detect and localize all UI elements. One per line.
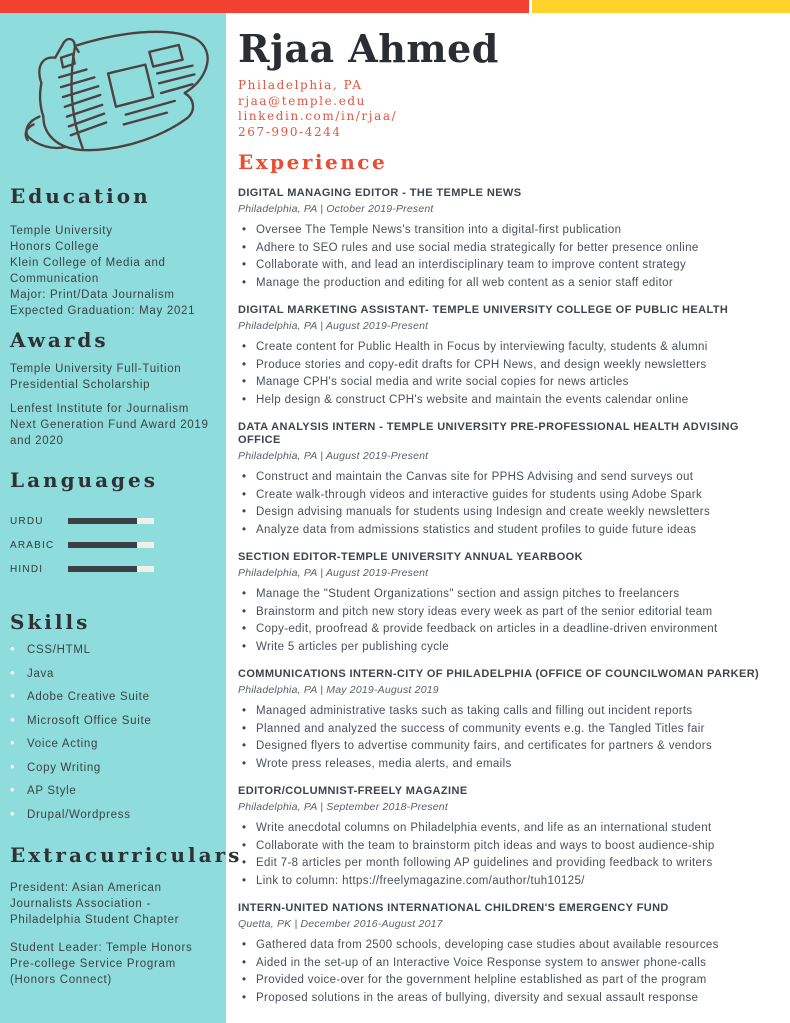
job-meta: Philadelphia, PA | August 2019-Present [238,567,429,579]
education-details [10,223,216,319]
job-entry [238,551,784,656]
contact-location: Philadelphia, PA [238,78,363,92]
job-bullet: • Create content for Public Health in Focus by interviewing faculty, students & alumni [238,339,784,357]
language-row [10,509,216,533]
job-entry [238,187,784,292]
job-bullets [238,586,784,656]
education-line: Major: Print/Data Journalism [10,289,175,301]
awards-heading: Awards [10,328,109,352]
job-bullets [238,820,784,890]
language-level-fill [68,542,137,548]
skill-item: • Voice Acting [10,739,216,750]
job-bullet: • Manage the production and editing for all web content as a senior staff editor [238,275,784,293]
languages-list [10,509,216,581]
job-bullet: • Provided voice-over for the government helpline established as part of the program [238,972,784,990]
education-heading: Education [10,184,151,208]
language-level-fill [68,518,137,524]
job-entry [238,304,784,409]
job-bullets [238,339,784,409]
job-meta: Philadelphia, PA | August 2019-Present [238,450,429,462]
candidate-name: Rjaa Ahmed [238,26,499,71]
job-bullet: • Manage CPH's social media and write social copies for news articles [238,374,784,392]
job-bullet: • Create walk-through videos and interactive guides for students using Adobe Spark [238,487,784,505]
contact-block [238,78,784,140]
skill-item: • Microsoft Office Suite [10,716,216,727]
skill-item: • Copy Writing [10,763,216,774]
job-bullet: • Analyze data from admissions statistics and student profiles to guide future ideas [238,522,784,540]
language-label: ARABIC [10,539,55,551]
job-entry [238,785,784,890]
extracurricular-item: President: Asian American Journalists Association - Philadelphia Student Chapter [10,882,180,926]
job-bullets [238,937,784,1007]
language-row [10,557,216,581]
experience-list [238,187,784,1007]
job-title: COMMUNICATIONS INTERN-CITY OF PHILADELPHIA (OFFICE OF COUNCILWOMAN PARKER) [238,668,760,680]
extracurriculars-heading: Extracurriculars [10,843,243,867]
job-entry [238,421,784,539]
job-bullet: • Brainstorm and pitch new story ideas every week as part of the senior editorial team [238,604,784,622]
contact-email[interactable]: rjaa@temple.edu [238,93,367,108]
job-bullet: • Copy-edit, proofread & provide feedback on articles in a deadline-driven environment [238,621,784,639]
job-title: EDITOR/COLUMNIST-FREELY MAGAZINE [238,785,468,797]
skill-item: • Adobe Creative Suite [10,692,216,703]
job-bullet: • Aided in the set-up of an Interactive Voice Response system to answer phone-calls [238,955,784,973]
education-line: Honors College [10,241,100,253]
extracurricular-item: Student Leader: Temple Honors Pre-college Service Program (Honors Connect) [10,942,193,986]
education-line: Klein College of Media and Communication [10,257,166,285]
language-row [10,533,216,557]
job-bullet: • Manage the "Student Organizations" section and assign pitches to freelancers [238,586,784,604]
job-title: DATA ANALYSIS INTERN - TEMPLE UNIVERSITY PRE-PROFESSIONAL HEALTH ADVISING OFFICE [238,421,739,446]
job-bullets [238,703,784,773]
job-bullet: • Designed flyers to advertise community fairs, and certificates for partners & vendors [238,738,784,756]
language-level-bar [68,518,154,524]
job-title: SECTION EDITOR-TEMPLE UNIVERSITY ANNUAL YEARBOOK [238,551,583,563]
job-meta: Philadelphia, PA | October 2019-Present [238,203,434,215]
language-label: HINDI [10,563,44,575]
job-bullet: • Produce stories and copy-edit drafts for CPH News, and design weekly newsletters [238,357,784,375]
job-bullet: • Write 5 articles per publishing cycle [238,639,784,657]
job-bullets [238,222,784,292]
job-bullets [238,469,784,539]
education-line: Temple University [10,225,113,237]
language-level-bar [68,566,154,572]
job-bullet: • Design advising manuals for students using Indesign and create weekly newsletters [238,504,784,522]
sidebar [0,13,243,1023]
job-entry [238,668,784,773]
top-accent-bar-red [0,0,529,13]
job-meta: Quetta, PK | December 2016-August 2017 [238,918,443,930]
award-item: Lenfest Institute for Journalism Next Generation Fund Award 2019 and 2020 [10,403,209,447]
job-bullet: • Adhere to SEO rules and use social media strategically for better presence online [238,240,784,258]
job-title: DIGITAL MANAGING EDITOR - THE TEMPLE NEWS [238,187,522,199]
job-bullet-link[interactable]: • Link to column: https://freelymagazine.com/author/tuh10125/ [238,873,784,891]
award-item: Temple University Full-Tuition Presidential Scholarship [10,363,182,391]
experience-heading: Experience [238,150,388,174]
job-bullet: • Edit 7-8 articles per month following AP guidelines and providing feedback to writers [238,855,784,873]
job-title: DIGITAL MARKETING ASSISTANT- TEMPLE UNIVERSITY COLLEGE OF PUBLIC HEALTH [238,304,729,316]
skill-item: • Drupal/Wordpress [10,810,216,821]
job-bullet: • Planned and analyzed the success of community events e.g. the Tangled Titles fair [238,721,784,739]
skills-heading: Skills [10,610,91,634]
job-meta: Philadelphia, PA | September 2018-Present [238,801,448,813]
job-bullet: • Wrote press releases, media alerts, and emails [238,756,784,774]
skill-item: • Java [10,669,216,680]
job-meta: Philadelphia, PA | August 2019-Present [238,320,429,332]
skills-list [10,645,216,820]
job-bullet: • Gathered data from 2500 schools, developing case studies about available resources [238,937,784,955]
job-bullet: • Oversee The Temple News's transition into a digital-first publication [238,222,784,240]
job-bullet: • Construct and maintain the Canvas site for PPHS Advising and send surveys out [238,469,784,487]
languages-heading: Languages [10,468,159,492]
job-bullet: • Collaborate with, and lead an interdisciplinary team to improve content strategy [238,257,784,275]
language-level-fill [68,566,137,572]
job-bullet: • Proposed solutions in the areas of bullying, diversity and sexual assault response [238,990,784,1008]
job-bullet: • Managed administrative tasks such as taking calls and filling out incident reports [238,703,784,721]
job-bullet: • Write anecdotal columns on Philadelphia events, and life as an international student [238,820,784,838]
education-line: Expected Graduation: May 2021 [10,305,196,317]
skill-item: • AP Style [10,786,216,797]
job-bullet: • Collaborate with the team to brainstorm pitch ideas and ways to boost audience-ship [238,838,784,856]
contact-linkedin[interactable]: linkedin.com/in/rjaa/ [238,109,398,123]
job-title: INTERN-UNITED NATIONS INTERNATIONAL CHILDREN'S EMERGENCY FUND [238,902,669,914]
language-level-bar [68,542,154,548]
skill-item: • CSS/HTML [10,645,216,656]
top-accent-bar-yellow [532,0,790,13]
job-bullet: • Help design & construct CPH's website and maintain the events calendar online [238,392,784,410]
main-content [238,13,784,1007]
newspaper-icon [10,21,216,171]
language-label: URDU [10,515,44,527]
contact-phone: 267-990-4244 [238,124,342,139]
job-meta: Philadelphia, PA | May 2019-August 2019 [238,684,439,696]
job-entry [238,902,784,1007]
